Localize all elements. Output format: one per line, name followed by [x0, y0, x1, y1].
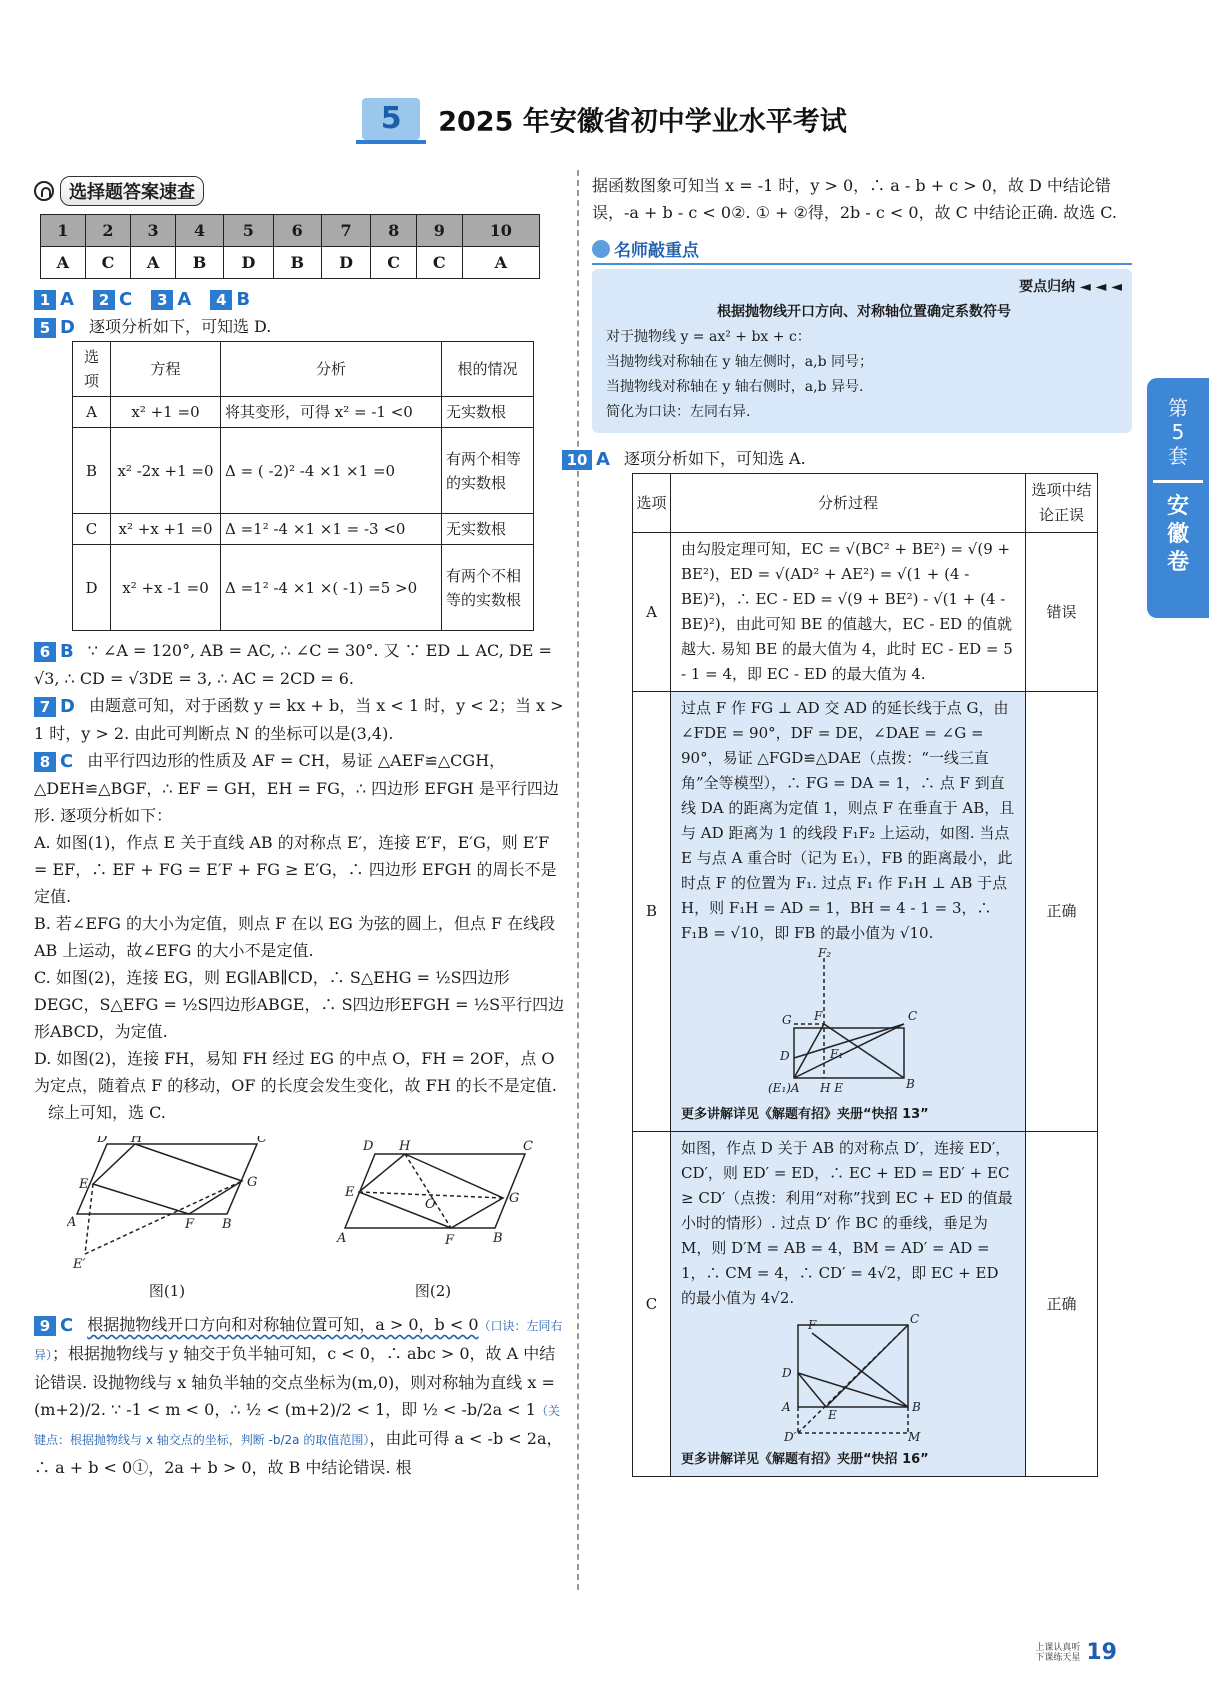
figure-1-caption: 图(1): [148, 1282, 186, 1300]
svg-text:E′: E′: [73, 1257, 86, 1272]
q8-figures: [34, 1136, 566, 1301]
flower-icon: [592, 240, 610, 258]
svg-text:B: B: [493, 1231, 503, 1246]
svg-text:A: A: [67, 1215, 77, 1230]
svg-text:H E: H E: [820, 1081, 844, 1095]
exam-title: 2025 年安徽省初中学业水平考试: [438, 106, 847, 138]
q5-table: 选项 方程 分析 根的情况 A x² +1 =0 将其变形，可得 x² = -1 <0 无实数根 B x² -2x +1 =0 Δ = ( -2)² -4 ×1 ×1 =0 有两个相等的实数根 C x² +x +1 =0 Δ =1² -4 ×1 ×1 = -3 <0 无实数根 D x² +x -1 =0 Δ =1² -4 ×1 ×( -1) =5 >0 有两个不相等的实数根: [72, 341, 534, 631]
svg-text:M: M: [908, 1430, 921, 1443]
svg-text:G: G: [509, 1191, 520, 1206]
square-figure-c: [768, 1313, 928, 1443]
q8-d: D. 如图(2)，连接 FH，易知 FH 经过 EG 的中点 O，FH = 2OF，点 O 为定点，随着点 F 的移动，OF 的长度会发生变化，故 FH 的长不是定值.: [34, 1049, 557, 1095]
svg-text:H: H: [399, 1139, 411, 1154]
q10-intro: 10 A 逐项分析如下，可知选 A.: [562, 445, 1132, 473]
q8-c: C. 如图(2)，连接 EG，则 EG∥AB∥CD，∴ S△EHG = ½S四边形DEGC，S△EFG = ½S四边形ABGE，∴ S四边形EFGH = ½S平行四边形ABCD，为定值.: [34, 968, 565, 1041]
q10-table: 选项 分析过程 选项中结论正误 A 由勾股定理可知，EC = √(BC² + BE²) = √(9 + BE²)，ED = √(AD² + AE²) = √(1 + (4 - BE)²)，∴ EC - ED = √(9 + BE²) - √(1 + (4 - BE)²)，由此可知 BE 的值越大，EC - ED 的值就越大. 易知 BE 的最大值为 4，此时 EC - ED = 5 - 1 = 4，即 EC - ED 的最大值为 4. 错误 B 过点 F 作 FG ⊥ AD 交 AD 的延长线于点 G，由∠FDE = 90°，DF = DE，∠DAE = ∠G = 90°，易证 △FGD≌△DAE（点拨：“一线三直角”全等模型），∴ FG = DA = 1，∴ 点 F 到直线 DA 的距离为定值 1，则点 F 在垂直于 AB，且与 AD 距离为 1 的线段 F₁F₂ 上运动，如图. 当点 E 与点 A 重合时（记为 E₁），FB 的距离最小，此时点 F 的位置为 F₁. 过点 F₁ 作 F₁H ⊥ AB 于点 H，则 F₁H = AD = 1，BH = 4 - 1 = 3，∴ F₁B = √10，即 FB 的最小值为 √10. F₂ G F C D F₁ (E₁)A H E B 更多讲解详见《解题有招》夹册“快招 13” 正确 C 如图，作点 D 关于 AB 的对称点 D′，连接 ED′，CD′，则 ED′ = ED，∴ EC + ED = ED′ + EC ≥ CD′（点拨：利用“对称”找到 EC + ED 的值最小时的情形）. 过点 D′ 作 BC 的垂线，垂足为 M，则 D′M = AB = 4，BM = AD′ = AD = 1，∴ CM = 4，∴ CD′ = 4√2，即 EC + ED 的最小值为 4√2. F C D A E B D′ M 更多讲解详见《解题有招》夹册“快招 16” 正确: [632, 473, 1098, 1477]
column-divider: [577, 170, 579, 1590]
answer-table: 1 2 3 4 5 6 7 8 9 10 A C A B D B D C C A: [40, 214, 540, 279]
headphone-icon: [34, 181, 54, 201]
q5-intro: 5 D 逐项分析如下，可知选 D.: [34, 313, 566, 341]
svg-text:C: C: [523, 1139, 533, 1154]
quick-answer-label: 选择题答案速查: [60, 176, 204, 206]
svg-text:F₂: F₂: [818, 948, 832, 960]
svg-text:C: C: [908, 1009, 918, 1023]
right-column: [566, 172, 1132, 1477]
page-title: [0, 98, 1209, 140]
svg-text:A: A: [337, 1231, 347, 1246]
side-tab-set: 第5套: [1168, 396, 1188, 468]
figure-2: [333, 1136, 533, 1301]
svg-text:D: D: [363, 1139, 374, 1154]
quick-answer-header: [34, 176, 566, 206]
parallelogram-figure-1: [67, 1136, 267, 1276]
summary-heading: 根据抛物线开口方向、对称轴位置确定系数符号: [717, 304, 1011, 320]
svg-text:(E₁)A: (E₁)A: [768, 1081, 800, 1095]
side-tab: [1147, 378, 1209, 618]
teacher-content: 要点归纳 ◄ ◄ ◄ 根据抛物线开口方向、对称轴位置确定系数符号 对于抛物线 y = ax² + bx + c： 当抛物线对称轴在 y 轴左侧时，a,b 同号； 当抛物线对称轴在 y 轴右侧时，a,b 异号. 简化为口诀：左同右异.: [592, 269, 1132, 433]
teacher-key-points: [592, 236, 1132, 433]
q10-row-b: B 过点 F 作 FG ⊥ AD 交 AD 的延长线于点 G，由∠FDE = 90°，DF = DE，∠DAE = ∠G = 90°，易证 △FGD≌△DAE（点拨：“一线三直角”全等模型），∴ FG = DA = 1，∴ 点 F 到直线 DA 的距离为定值 1，则点 F 在垂直于 AB，且与 AD 距离为 1 的线段 F₁F₂ 上运动，如图. 当点 E 与点 A 重合时（记为 E₁），FB 的距离最小，此时点 F 的位置为 F₁. 过点 F₁ 作 F₁H ⊥ AB 于点 H，则 F₁H = AD = 1，BH = 4 - 1 = 3，∴ F₁B = √10，即 FB 的最小值为 √10. F₂ G F C D F₁ (E₁)A H E B 更多讲解详见《解题有招》夹册“快招 13” 正确: [633, 692, 1098, 1132]
svg-text:D′: D′: [784, 1430, 797, 1443]
svg-text:F: F: [814, 1009, 823, 1023]
q6: 6 B ∵ ∠A = 120°, AB = AC, ∴ ∠C = 30°. 又 ∵ ED ⊥ AC, DE = √3, ∴ CD = √3DE = 3, ∴ AC = 2CD = 6.: [34, 641, 552, 688]
svg-text:H: H: [131, 1136, 143, 1146]
q8-a: A. 如图(1)，作点 E 关于直线 AB 的对称点 E′，连接 E′F，E′G，则 E′F = EF，∴ EF + FG = E′F + FG ≥ E′G，∴ 四边形 EFGH 的周长不是定值.: [34, 833, 557, 906]
q7: 7 D 由题意可知，对于函数 y = kx + b，当 x < 1 时，y < 2；当 x > 1 时，y > 2. 由此可判断点 N 的坐标可以是(3,4).: [34, 696, 564, 743]
answers-1-to-4: 1 A 2 C 3 A 4 B: [34, 285, 566, 313]
page-number: 19: [1086, 1640, 1117, 1665]
tip-13: 更多讲解详见《解题有招》夹册“快招 13”: [681, 1107, 929, 1122]
q10-row-a: A 由勾股定理可知，EC = √(BC² + BE²) = √(9 + BE²)，ED = √(AD² + AE²) = √(1 + (4 - BE)²)，∴ EC - ED = √(9 + BE²) - √(1 + (4 - BE)²)，由此可知 BE 的值越大，EC - ED 的值就越大. 易知 BE 的最大值为 4，此时 EC - ED = 5 - 1 = 4，即 EC - ED 的最大值为 4. 错误: [633, 533, 1098, 692]
svg-text:G: G: [247, 1175, 258, 1190]
svg-text:E: E: [828, 1408, 837, 1422]
svg-text:F: F: [808, 1318, 817, 1332]
q9-continued: 据函数图象可知当 x = -1 时，y > 0，∴ a - b + c > 0，故 D 中结论错误，-a + b - c < 0②. ① + ②得，2b - c < 0，故 C 中结论正确. 故选 C.: [592, 176, 1117, 222]
svg-text:F: F: [445, 1233, 455, 1248]
square-figure-b: [768, 948, 928, 1098]
set-number-badge: 5: [362, 98, 420, 140]
svg-text:D: D: [782, 1366, 792, 1380]
svg-text:F: F: [185, 1217, 195, 1232]
summary-tag: 要点归纳 ◄ ◄ ◄: [1019, 279, 1122, 295]
svg-text:G: G: [782, 1013, 792, 1027]
svg-text:D: D: [97, 1136, 108, 1146]
teacher-title: 名师敲重点: [592, 236, 1132, 265]
svg-text:C: C: [910, 1313, 920, 1326]
q8: 8 C 由平行四边形的性质及 AF = CH，易证 △AEF≌△CGH，△DEH≌△BGF，∴ EF = GH，EH = FG，∴ 四边形 EFGH 是平行四边形. 逐项分析如下：: [34, 751, 559, 825]
svg-text:C: C: [257, 1136, 267, 1146]
svg-text:E: E: [79, 1177, 89, 1192]
svg-text:B: B: [222, 1217, 232, 1232]
figure-1: [67, 1136, 267, 1301]
svg-text:D: D: [780, 1049, 790, 1063]
figure-2-caption: 图(2): [414, 1282, 452, 1300]
side-tab-paper: 安徽卷: [1166, 494, 1189, 575]
q8-b: B. 若∠EFG 的大小为定值，则点 F 在以 EG 为弦的圆上，但点 F 在线段 AB 上运动，故∠EFG 的大小不是定值.: [34, 914, 556, 960]
q9: 9 C 根据抛物线开口方向和对称轴位置可知，a > 0，b < 0（口诀：左同右异）；根据抛物线与 y 轴交于负半轴可知，c < 0，∴ abc > 0，故 A 中结论错误. 设抛物线与 x 轴负半轴的交点坐标为(m,0)，则对称轴为直线 x = (m+2)/2. ∵ -1 < m < 0，∴ ½ < (m+2)/2 < 1，即 ½ < -b/2a < 1（关键点：根据抛物线与 x 轴交点的坐标，判断 -b/2a 的取值范围），由此可得 a < -b < 2a，∴ a + b < 0①，2a + b > 0，故 B 中结论错误. 根: [34, 1315, 563, 1477]
footer-slogan: 上课认真听 下课练天星: [1035, 1642, 1081, 1663]
q10-row-c: C 如图，作点 D 关于 AB 的对称点 D′，连接 ED′，CD′，则 ED′ = ED，∴ EC + ED = ED′ + EC ≥ CD′（点拨：利用“对称”找到 EC + ED 的值最小时的情形）. 过点 D′ 作 BC 的垂线，垂足为 M，则 D′M = AB = 4，BM = AD′ = AD = 1，∴ CM = 4，∴ CD′ = 4√2，即 EC + ED 的最小值为 4√2. F C D A E B D′ M 更多讲解详见《解题有招》夹册“快招 16” 正确: [633, 1132, 1098, 1477]
page-footer: [1035, 1640, 1117, 1665]
q8-conclusion: 综上可知，选 C.: [48, 1103, 166, 1122]
left-column: [34, 176, 566, 1481]
svg-text:A: A: [782, 1400, 791, 1414]
svg-text:F₁: F₁: [830, 1047, 844, 1061]
svg-text:B: B: [912, 1400, 921, 1414]
parallelogram-figure-2: [333, 1136, 533, 1276]
tip-16: 更多讲解详见《解题有招》夹册“快招 16”: [681, 1452, 929, 1467]
svg-text:O: O: [425, 1197, 436, 1212]
svg-text:E: E: [345, 1185, 355, 1200]
svg-text:B: B: [906, 1077, 915, 1091]
